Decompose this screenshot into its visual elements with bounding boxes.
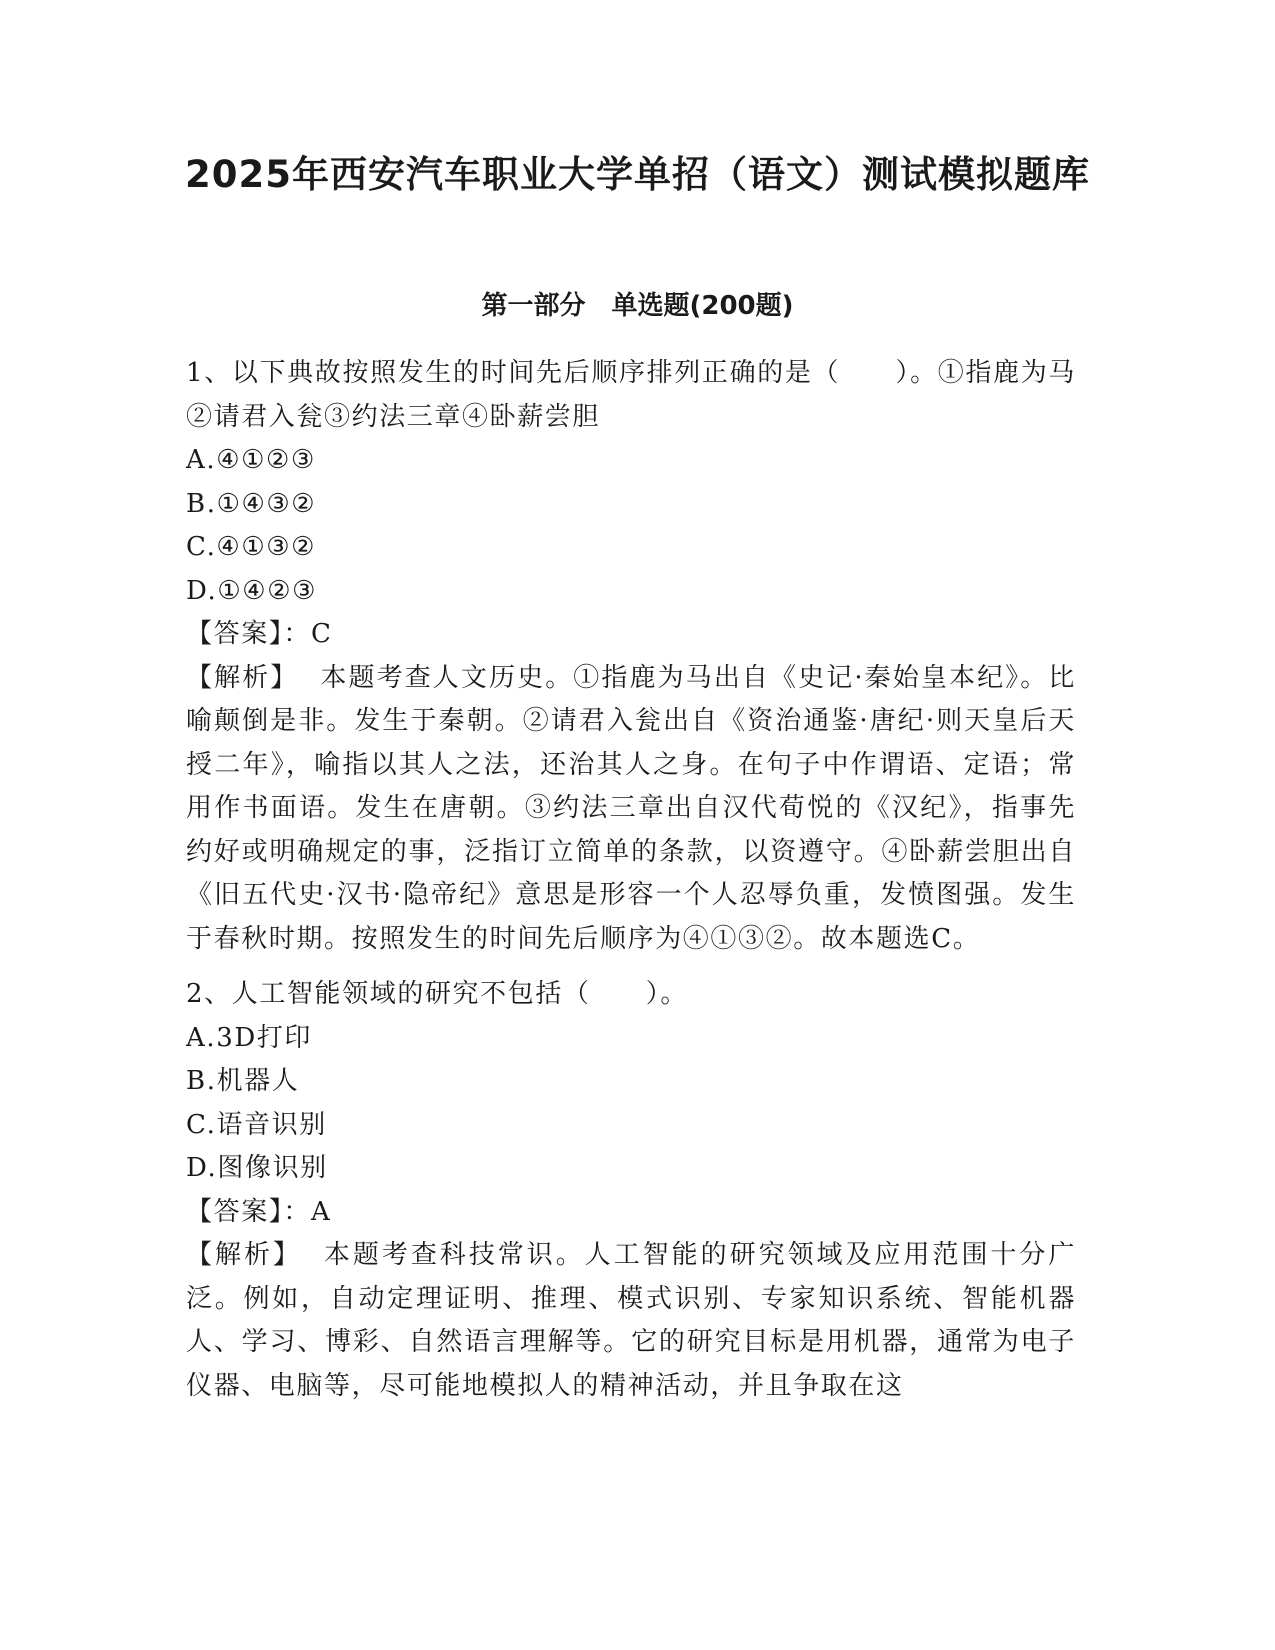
answer-line: 【答案】：C	[186, 619, 333, 649]
option-a: A.④①②③	[186, 445, 316, 475]
question-item	[186, 352, 1076, 961]
question-list	[186, 352, 1076, 1420]
question-stem: 2、人工智能领域的研究不包括（ ）。	[186, 979, 688, 1009]
option-d: D.图像识别	[186, 1153, 328, 1183]
analysis-text: 本题考查人文历史。①指鹿为马出自《史记·秦始皇本纪》。比喻颠倒是非。发生于秦朝。②请君入瓮出自《资治通鉴·唐纪·则天皇后天授二年》，喻指以其人之法，还治其人之身。在句子中作谓语、定语；常用作书面语。发生在唐朝。③约法三章出自汉代荀悦的《汉纪》，指事先约好或明确规定的事，泛指订立简单的条款，以资遵守。④卧薪尝胆出自《旧五代史·汉书·隐帝纪》意思是形容一个人忍辱负重，发愤图强。发生于春秋时期。按照发生的时间先后顺序为④①③②。故本题选C。	[186, 662, 1076, 954]
option-b: B.①④③②	[186, 488, 317, 519]
analysis-label: 【解析】	[186, 662, 299, 693]
option-b: B.机器人	[186, 1066, 300, 1096]
document-title: 2025年西安汽车职业大学单招（语文）测试模拟题库	[185, 153, 1090, 196]
question-item	[186, 973, 1076, 1408]
question-stem: 1、以下典故按照发生的时间先后顺序排列正确的是（ ）。①指鹿为马②请君入瓮③约法三章④卧薪尝胆	[186, 358, 1076, 432]
analysis-text: 本题考查科技常识。人工智能的研究领域及应用范围十分广泛。例如，自动定理证明、推理、模式识别、专家知识系统、智能机器人、学习、博彩、自然语言理解等。它的研究目标是用机器，通常为电子仪器、电脑等，尽可能地模拟人的精神活动，并且争取在这	[186, 1240, 1076, 1401]
option-c: C.④①③②	[186, 532, 317, 562]
analysis-block	[186, 1234, 1076, 1408]
analysis-block	[186, 657, 1076, 962]
section-title: 第一部分 单选题(200题)	[481, 291, 794, 321]
answer-line: 【答案】：A	[186, 1196, 332, 1227]
analysis-label: 【解析】	[186, 1240, 302, 1270]
option-c: C.语音识别	[186, 1109, 327, 1140]
option-a: A.3D打印	[186, 1022, 313, 1053]
option-d: D.①④②③	[186, 575, 318, 606]
